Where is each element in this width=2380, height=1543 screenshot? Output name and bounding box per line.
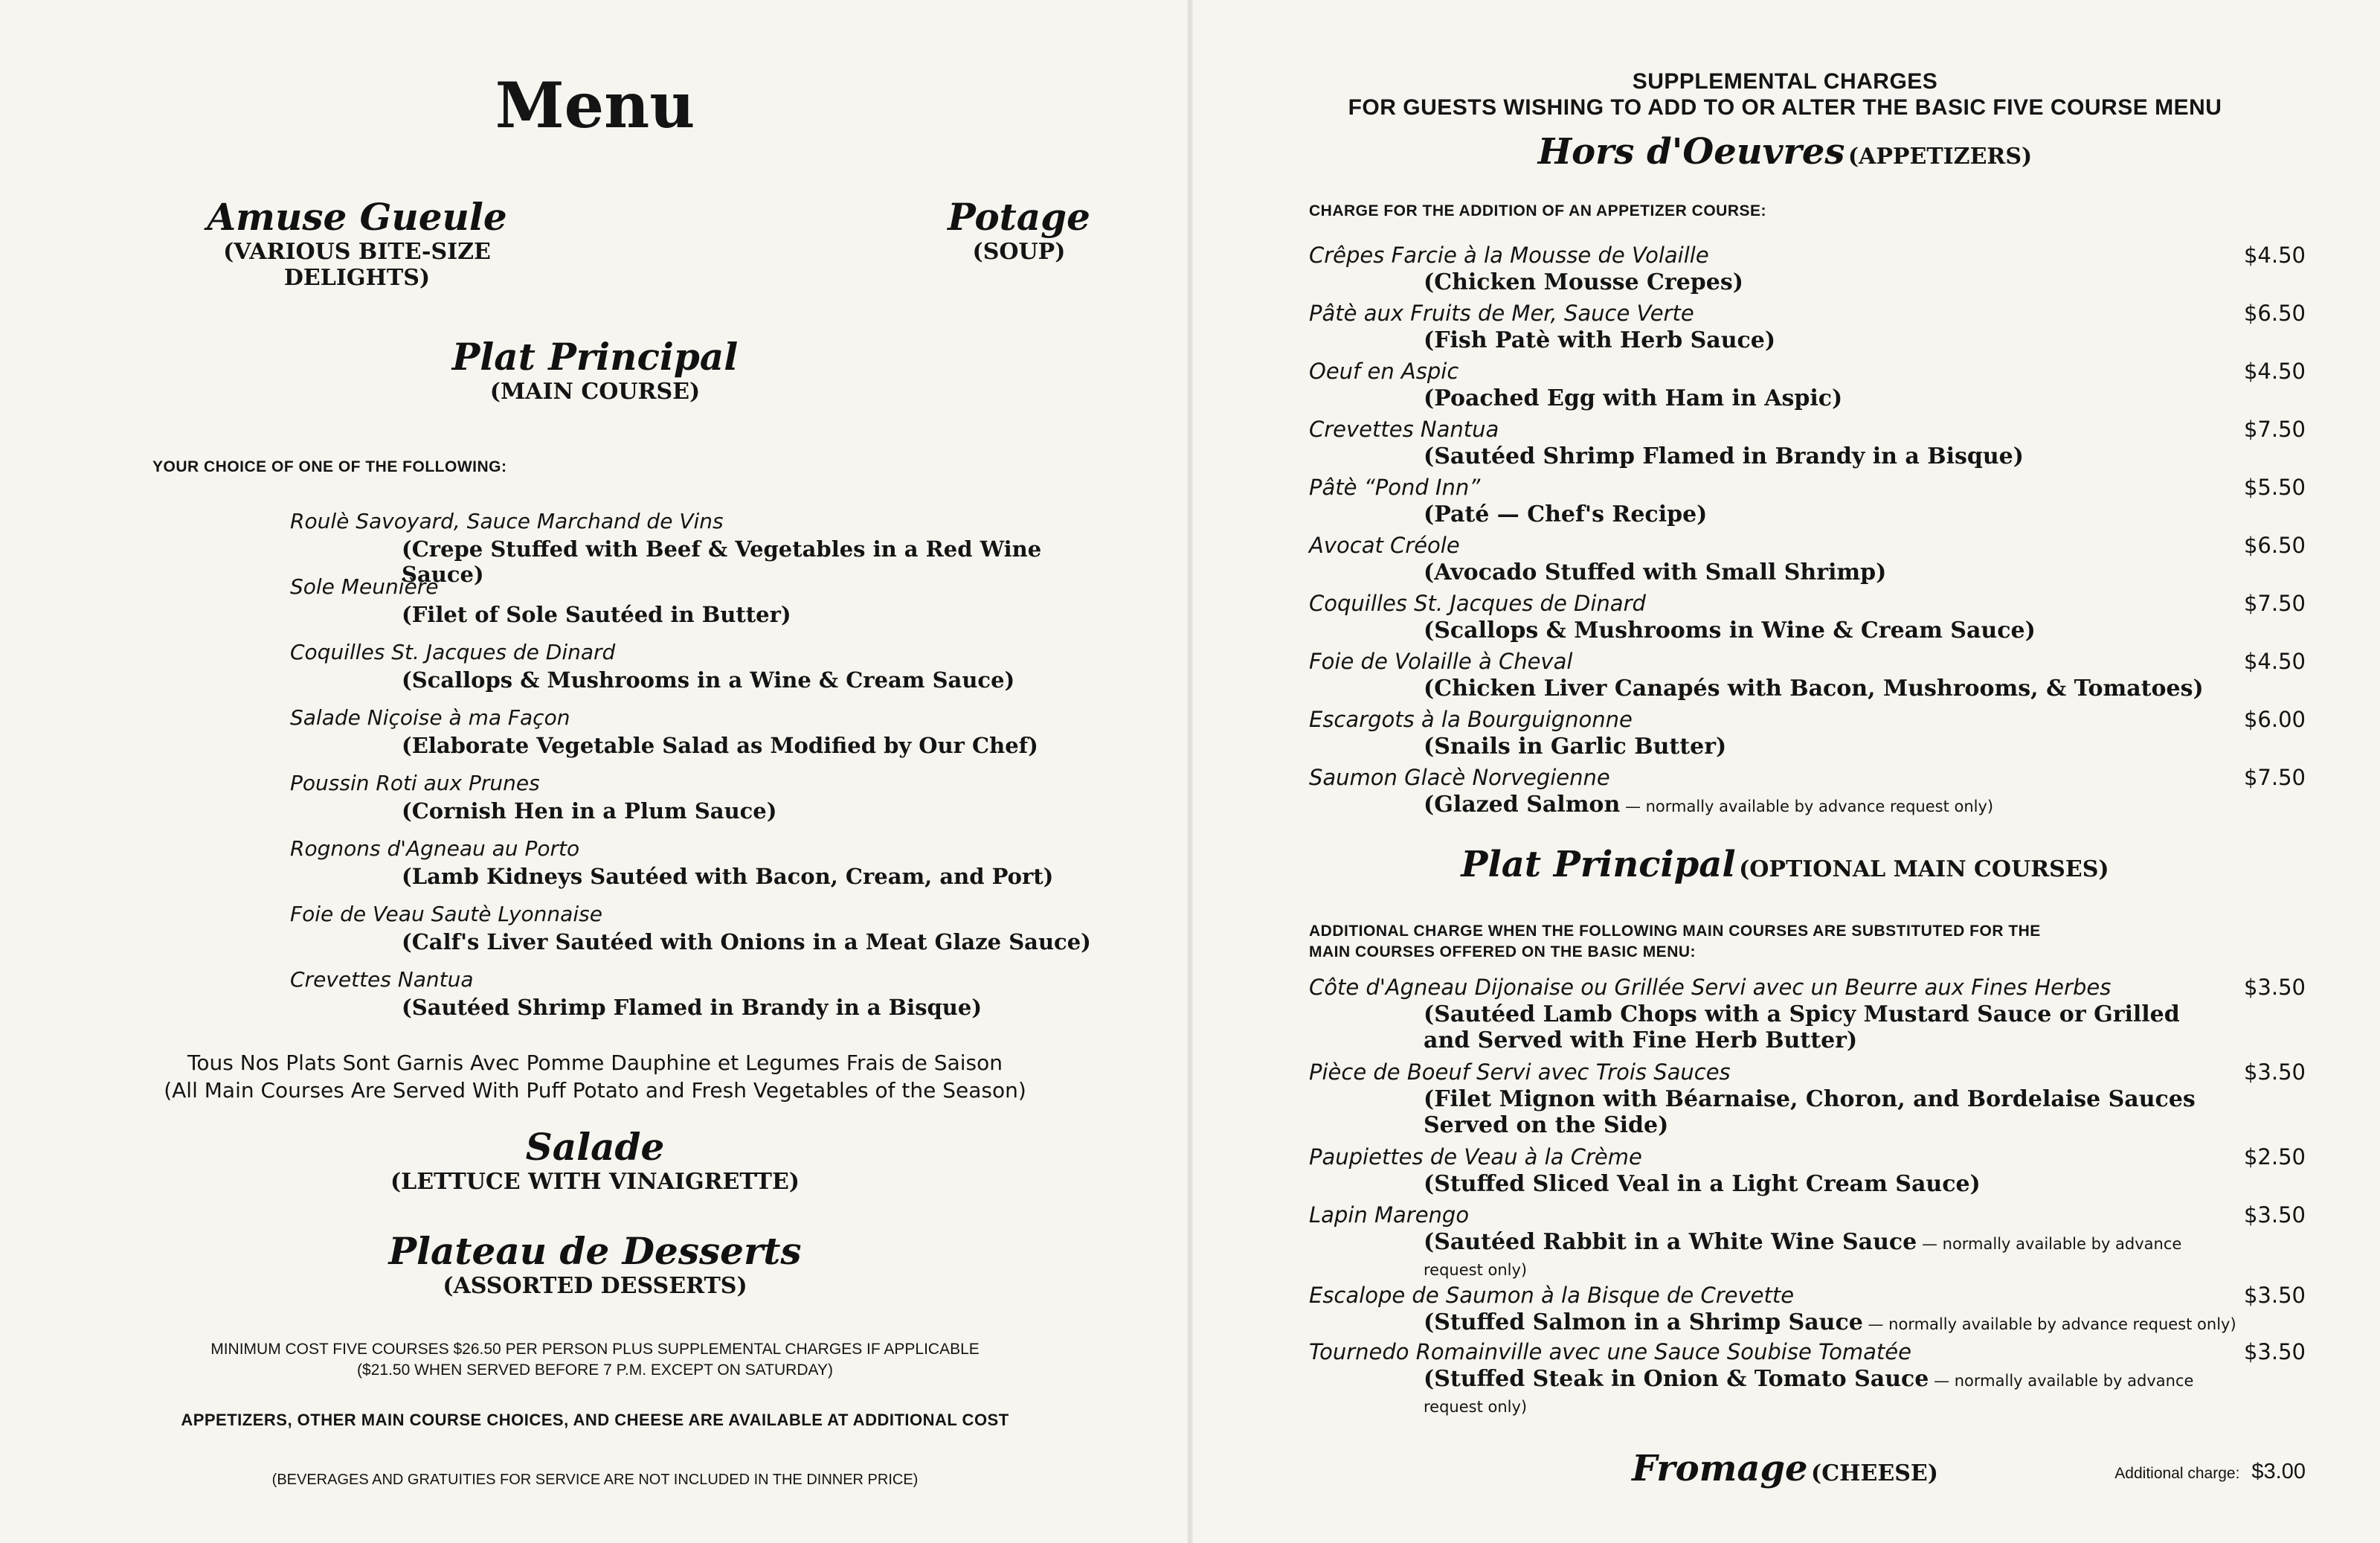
main-course-english-text: (Stuffed Steak in Onion & Tomato Sauce (1424, 1366, 1929, 1392)
choice-english: (Calf's Liver Sautéed with Onions in a Meat Glaze Sauce) (402, 929, 1091, 955)
appetizer-item (1309, 591, 2313, 644)
availability-note: — normally available by advance request only) (1424, 1372, 2194, 1416)
main-course-english-cont: and Served with Fine Herb Butter) (1424, 1027, 1858, 1053)
appetizer-price: $5.50 (2243, 475, 2306, 500)
appetizer-french: Foie de Volaille à Cheval (1309, 649, 1573, 674)
main-course-french: Tournedo Romainville avec une Sauce Soubise Tomatée (1309, 1339, 1911, 1364)
main-course-price: $3.50 (2243, 1339, 2306, 1364)
appetizer-english-text: (Glazed Salmon (1424, 792, 1621, 818)
appetizer-english: (Scallops & Mushrooms in Wine & Cream Sauce) (1424, 617, 2036, 644)
main-course-item (1309, 1283, 2313, 1335)
minimum-cost-line-1: MINIMUM COST FIVE COURSES $26.50 PER PERSON PLUS SUPPLEMENTAL CHARGES IF APPLICABLE (210, 1341, 980, 1358)
fromage-title: Fromage (1632, 1448, 1808, 1489)
main-course-item (1309, 1202, 2313, 1281)
appetizer-french: Oeuf en Aspic (1309, 359, 1459, 384)
choice-french: Sole Meunière (290, 574, 439, 599)
choice-english: (Lamb Kidneys Sautéed with Bacon, Cream, and Port) (402, 864, 1054, 889)
appetizer-price: $6.50 (2243, 533, 2306, 558)
main-course-english: (Filet Mignon with Béarnaise, Choron, and Bordelaise Sauces (1424, 1086, 2196, 1112)
plat-principal-subtitle: (MAIN COURSE) (489, 379, 701, 405)
fromage-subtitle: (CHEESE) (1811, 1460, 1938, 1486)
main-course-french: Pièce de Boeuf Servi avec Trois Sauces (1309, 1059, 1731, 1085)
potage-subtitle: (SOUP) (972, 239, 1066, 265)
garnish-note (0, 1050, 1190, 1103)
hors-doeuvres-title: Hors d'Oeuvres (1537, 131, 1845, 173)
fromage-charge-label: Additional charge: (2114, 1465, 2240, 1482)
appetizer-french: Pâtè “Pond Inn” (1309, 475, 1481, 500)
main-course-price: $3.50 (2243, 1202, 2306, 1228)
choice-english: (Scallops & Mushrooms in a Wine & Cream Sauce) (402, 667, 1015, 693)
choice-french: Rognons d'Agneau au Porto (290, 836, 580, 861)
availability-note: — normally available by advance request only) (1620, 798, 1994, 815)
appetizer-english: (Chicken Liver Canapés with Bacon, Mushrooms, & Tomatoes) (1424, 676, 2204, 702)
optional-main-heading (1190, 844, 2380, 885)
optional-main-title: Plat Principal (1461, 844, 1736, 885)
main-course-french: Escalope de Saumon à la Bisque de Crevette (1309, 1283, 1795, 1308)
amuse-gueule-subtitle: (VARIOUS BITE-SIZE DELIGHTS) (223, 239, 491, 291)
appetizer-price: $4.50 (2243, 359, 2306, 384)
appetizer-french: Escargots à la Bourguignonne (1309, 707, 1633, 732)
salade-title: Salade (525, 1125, 665, 1169)
appetizer-english: (Poached Egg with Ham in Aspic) (1424, 385, 1843, 411)
availability-note: — normally available by advance request only) (1862, 1315, 2236, 1333)
appetizer-item (1309, 765, 2313, 818)
hors-doeuvres-subtitle: (APPETIZERS) (1847, 144, 2033, 170)
desserts-subtitle: (ASSORTED DESSERTS) (443, 1273, 747, 1299)
appetizer-item (1309, 359, 2313, 411)
main-choice (290, 967, 1108, 1020)
main-course-english-cont: Served on the Side) (1424, 1112, 1669, 1138)
main-choice (290, 836, 1108, 889)
hors-doeuvres-heading (1190, 131, 2380, 173)
appetizer-french: Crêpes Farcie à la Mousse de Volaille (1309, 243, 1709, 268)
optional-main-subtitle: (OPTIONAL MAIN COURSES) (1739, 856, 2109, 882)
appetizer-item (1309, 707, 2313, 760)
salade-subtitle: (LETTUCE WITH VINAIGRETTE) (390, 1169, 800, 1195)
right-page (1190, 0, 2380, 1543)
appetizer-item (1309, 475, 2313, 527)
minimum-cost-line-2: ($21.50 WHEN SERVED BEFORE 7 P.M. EXCEPT ON SATURDAY) (357, 1361, 833, 1379)
appetizer-item (1309, 533, 2313, 586)
main-intro-line-1: ADDITIONAL CHARGE WHEN THE FOLLOWING MAIN COURSES ARE SUBSTITUTED FOR THE (1309, 923, 2041, 940)
amuse-gueule-title: Amuse Gueule (207, 195, 507, 239)
supplemental-header-line-2: FOR GUESTS WISHING TO ADD TO OR ALTER THE BASIC FIVE COURSE MENU (1348, 95, 2222, 120)
main-course-english (1309, 1366, 2313, 1418)
main-choice (290, 705, 1108, 758)
salade-section (0, 1125, 1190, 1195)
appetizer-english: (Sautéed Shrimp Flamed in Brandy in a Bisque) (1424, 443, 2024, 469)
main-choice (290, 771, 1108, 824)
choice-english: (Sautéed Shrimp Flamed in Brandy in a Bisque) (402, 995, 982, 1020)
desserts-title: Plateau de Desserts (388, 1229, 802, 1273)
appetizer-french: Saumon Glacè Norvegienne (1309, 765, 1610, 790)
fromage-price: $3.00 (2251, 1460, 2306, 1483)
main-choice (290, 640, 1108, 693)
potage-section (907, 195, 1130, 265)
garnish-french: Tous Nos Plats Sont Garnis Avec Pomme Dauphine et Legumes Frais de Saison (187, 1050, 1003, 1075)
beverages-note: (BEVERAGES AND GRATUITIES FOR SERVICE ARE NOT INCLUDED IN THE DINNER PRICE) (271, 1472, 919, 1488)
fromage-section (1190, 1448, 2380, 1489)
appetizer-item (1309, 301, 2313, 353)
appetizer-item (1309, 243, 2313, 295)
appetizer-english (1309, 792, 2313, 818)
main-course-english-text: (Stuffed Salmon in a Shrimp Sauce (1424, 1309, 1863, 1335)
appetizer-french: Coquilles St. Jacques de Dinard (1309, 591, 1646, 616)
supplemental-header-line-1: SUPPLEMENTAL CHARGES (1632, 69, 1938, 94)
appetizer-english: (Fish Patè with Herb Sauce) (1424, 327, 1776, 353)
appetizer-price: $7.50 (2243, 765, 2306, 790)
main-choice (290, 902, 1108, 955)
main-course-item (1309, 1144, 2313, 1197)
garnish-english: (All Main Courses Are Served With Puff Potato and Fresh Vegetables of the Season) (164, 1078, 1026, 1103)
choice-french: Salade Niçoise à ma Façon (290, 705, 570, 730)
main-course-price: $3.50 (2243, 975, 2306, 1000)
choice-english: (Cornish Hen in a Plum Sauce) (402, 798, 777, 824)
appetizer-price: $6.00 (2243, 707, 2306, 732)
desserts-section (0, 1229, 1190, 1299)
main-intro (1309, 921, 2041, 963)
main-course-item (1309, 1059, 2313, 1138)
minimum-cost-note (0, 1341, 1190, 1379)
appetizer-price: $4.50 (2243, 243, 2306, 268)
choice-french: Foie de Veau Sautè Lyonnaise (290, 902, 602, 926)
choice-english: (Filet of Sole Sautéed in Butter) (402, 602, 791, 627)
main-course-english (1309, 1309, 2313, 1335)
main-course-item (1309, 1339, 2313, 1418)
plat-principal-section (0, 335, 1190, 405)
choice-english: (Crepe Stuffed with Beef & Vegetables in a Red Wine Sauce) (402, 536, 1042, 587)
appetizer-english: (Paté — Chef's Recipe) (1424, 501, 1708, 527)
main-course-french: Côte d'Agneau Dijonaise ou Grillée Servi avec un Beurre aux Fines Herbes (1309, 975, 2112, 1000)
main-course-english (1309, 1229, 2313, 1281)
choice-french: Crevettes Nantua (290, 967, 474, 992)
appetizer-english: (Snails in Garlic Butter) (1424, 734, 1727, 760)
choice-english: (Elaborate Vegetable Salad as Modified by Our Chef) (402, 733, 1038, 758)
availability-note: — normally available by advance request only) (1424, 1235, 2182, 1279)
potage-title: Potage (948, 195, 1090, 239)
choice-french: Coquilles St. Jacques de Dinard (290, 640, 616, 664)
supplemental-header (1190, 68, 2380, 121)
amuse-gueule-section (149, 195, 565, 291)
choice-french: Roulè Savoyard, Sauce Marchand de Vins (290, 509, 724, 533)
main-course-english: (Stuffed Sliced Veal in a Light Cream Sauce) (1424, 1171, 1981, 1197)
appetizer-price: $7.50 (2243, 417, 2306, 442)
appetizer-french: Crevettes Nantua (1309, 417, 1499, 442)
fromage-charge (2114, 1460, 2306, 1484)
choice-intro: YOUR CHOICE OF ONE OF THE FOLLOWING: (152, 458, 507, 475)
main-intro-line-2: MAIN COURSES OFFERED ON THE BASIC MENU: (1309, 943, 1696, 960)
appetizer-price: $7.50 (2243, 591, 2306, 616)
main-course-french: Paupiettes de Veau à la Crème (1309, 1144, 1642, 1170)
main-course-english: (Sautéed Lamb Chops with a Spicy Mustard Sauce or Grilled (1424, 1001, 2180, 1027)
appetizer-french: Pâtè aux Fruits de Mer, Sauce Verte (1309, 301, 1694, 326)
appetizer-price: $4.50 (2243, 649, 2306, 674)
main-choice (290, 574, 1108, 627)
choice-french: Poussin Roti aux Prunes (290, 771, 540, 795)
main-course-price: $2.50 (2243, 1144, 2306, 1170)
main-course-english-text: (Sautéed Rabbit in a White Wine Sauce (1424, 1229, 1917, 1255)
main-course-item (1309, 975, 2313, 1053)
appetizer-intro: CHARGE FOR THE ADDITION OF AN APPETIZER COURSE: (1309, 202, 1767, 219)
appetizer-english: (Chicken Mousse Crepes) (1424, 269, 1743, 295)
appetizer-item (1309, 649, 2313, 702)
main-course-price: $3.50 (2243, 1059, 2306, 1085)
additional-cost-note: APPETIZERS, OTHER MAIN COURSE CHOICES, AND CHEESE ARE AVAILABLE AT ADDITIONAL COST (181, 1411, 1009, 1429)
appetizer-price: $6.50 (2243, 301, 2306, 326)
main-course-price: $3.50 (2243, 1283, 2306, 1308)
main-course-french: Lapin Marengo (1309, 1202, 1470, 1228)
menu-title: Menu (495, 68, 695, 142)
appetizer-english: (Avocado Stuffed with Small Shrimp) (1424, 559, 1887, 586)
plat-principal-title: Plat Principal (451, 335, 739, 379)
appetizer-french: Avocat Créole (1309, 533, 1460, 558)
appetizer-item (1309, 417, 2313, 469)
